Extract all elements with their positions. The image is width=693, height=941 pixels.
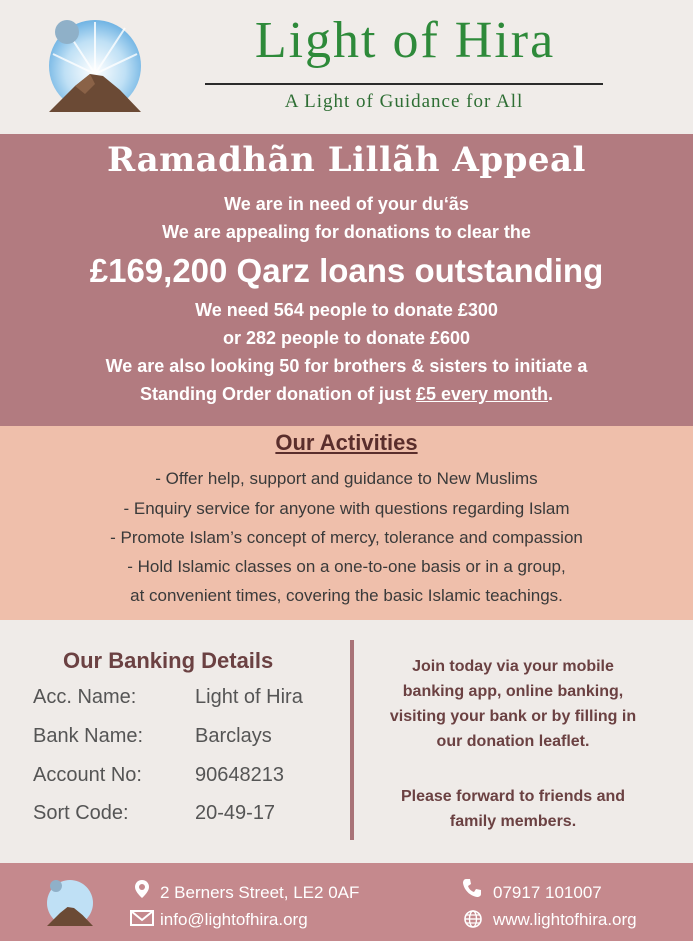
brand-name: Light of Hira bbox=[254, 12, 556, 69]
banking-title: Our Banking Details bbox=[63, 648, 274, 673]
tagline: A Light of Guidance for All bbox=[284, 91, 524, 112]
join-text bbox=[368, 654, 658, 754]
join-line: our donation leaflet. bbox=[436, 733, 590, 750]
activity-item: - Enquiry service for anyone with questions regarding Islam bbox=[123, 499, 570, 518]
sort-code-value: 20-49-17 bbox=[195, 802, 276, 824]
account-no-label: Account No: bbox=[33, 764, 142, 786]
activity-item: - Offer help, support and guidance to New Muslims bbox=[155, 469, 538, 488]
forward-text bbox=[368, 784, 658, 834]
mountain-logo-small-icon bbox=[45, 877, 95, 927]
phone-icon bbox=[462, 878, 482, 898]
account-no-value: 90648213 bbox=[195, 764, 284, 786]
footer bbox=[0, 863, 693, 941]
globe-icon bbox=[463, 909, 483, 929]
monthly-suffix: . bbox=[548, 384, 554, 404]
appeal-line-appealing: We are appealing for donations to clear the bbox=[162, 222, 531, 242]
header bbox=[0, 0, 693, 132]
map-pin-icon bbox=[132, 879, 152, 899]
website-link[interactable]: www.lightofhira.org bbox=[493, 910, 637, 929]
appeal-line-standing: We are also looking 50 for brothers & sisters to initiate a bbox=[105, 356, 588, 376]
join-line: visiting your bank or by filling in bbox=[389, 708, 637, 725]
join-line: Join today via your mobile bbox=[412, 658, 614, 675]
join-line: banking app, online banking, bbox=[402, 683, 624, 700]
monthly-amount: £5 every month bbox=[415, 384, 549, 404]
forward-line: family members. bbox=[449, 813, 577, 830]
address-text: 2 Berners Street, LE2 0AF bbox=[160, 883, 360, 902]
appeal-line-282: or 282 people to donate £600 bbox=[222, 328, 471, 348]
vertical-divider bbox=[350, 640, 354, 840]
appeal-line-564: We need 564 people to donate £300 bbox=[195, 300, 498, 320]
brand-divider bbox=[205, 83, 603, 85]
acc-name-label: Acc. Name: bbox=[33, 686, 137, 708]
mountain-logo-icon bbox=[45, 14, 145, 114]
mail-icon bbox=[130, 908, 154, 928]
activities-heading: Our Activities bbox=[275, 430, 418, 455]
bank-name-value: Barclays bbox=[195, 725, 272, 747]
activity-item: - Promote Islam’s concept of mercy, tolerance and compassion bbox=[110, 528, 583, 547]
appeal-line-monthly bbox=[0, 384, 693, 405]
appeal-section bbox=[0, 134, 693, 426]
phone-text[interactable]: 07917 101007 bbox=[493, 883, 602, 902]
activities-section bbox=[0, 426, 693, 620]
banking-section bbox=[0, 620, 693, 863]
monthly-prefix: Standing Order donation of just bbox=[139, 384, 416, 404]
sort-code-label: Sort Code: bbox=[33, 802, 129, 824]
activity-item: - Hold Islamic classes on a one-to-one basis or in a group, bbox=[127, 557, 566, 576]
appeal-title: Ramadhãn Lillãh Appeal bbox=[107, 140, 586, 180]
forward-line: Please forward to friends and bbox=[400, 788, 626, 805]
email-link[interactable]: info@lightofhira.org bbox=[160, 910, 308, 929]
appeal-amount: £169,200 Qarz loans outstanding bbox=[89, 252, 604, 289]
appeal-line-duas: We are in need of your du‘ãs bbox=[224, 194, 469, 214]
bank-name-label: Bank Name: bbox=[33, 725, 144, 747]
activity-item: at convenient times, covering the basic Islamic teachings. bbox=[130, 586, 563, 605]
acc-name-value: Light of Hira bbox=[195, 686, 303, 708]
